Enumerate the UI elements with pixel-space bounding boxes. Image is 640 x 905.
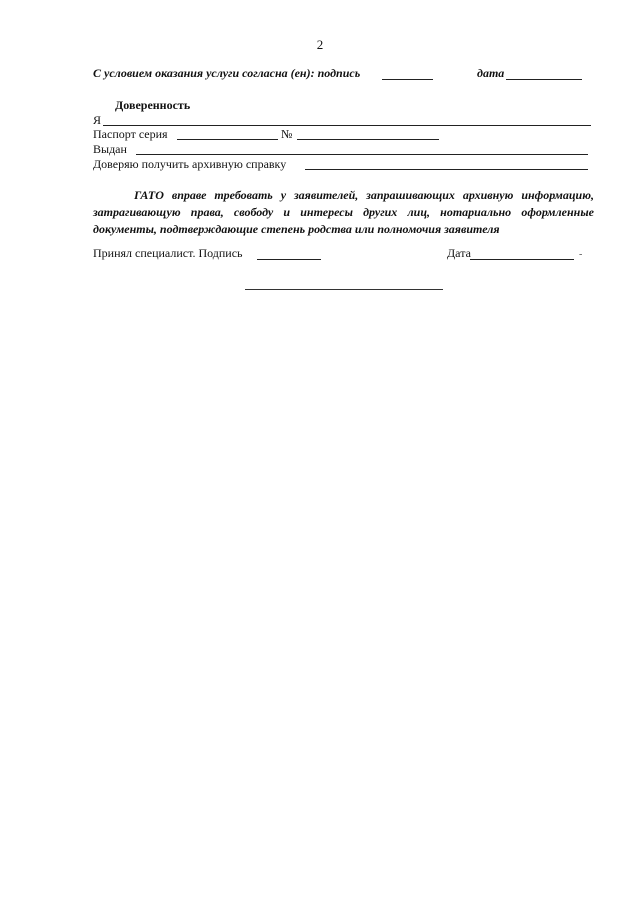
trailing-mark: - [579, 249, 583, 260]
consent-date-field[interactable] [506, 79, 582, 80]
accepted-row [93, 246, 593, 264]
entrust-label: Доверяю получить архивную справку [93, 157, 287, 171]
consent-row [93, 66, 593, 84]
entrust-row [93, 157, 593, 173]
power-of-attorney-heading: Доверенность [115, 98, 191, 112]
end-separator-rule [245, 289, 443, 290]
accepted-date-label: Дата [447, 246, 471, 260]
applicant-name-label: Я [93, 113, 102, 127]
consent-text: С условием оказания услуги согласна (ен): подпись [93, 66, 361, 80]
specialist-signature-field[interactable] [257, 259, 321, 260]
accepted-by-label: Принял специалист. Подпись [93, 246, 243, 260]
page-number: 2 [316, 37, 324, 52]
consent-signature-field[interactable] [382, 79, 433, 80]
entrust-field[interactable] [305, 169, 588, 170]
passport-row [93, 127, 593, 143]
archive-notice-paragraph: ГАТО вправе требовать у заявителей, запрашивающих архивную информацию, затрагивающую права, свободу и интересы других лиц, нотариально оформленные документы, подтверждающие степень родства или полномочия заявителя [93, 188, 594, 236]
issued-label: Выдан [93, 142, 127, 156]
passport-number-field[interactable] [297, 139, 439, 140]
consent-date-label: дата [477, 66, 505, 80]
passport-series-field[interactable] [177, 139, 278, 140]
issued-field[interactable] [136, 154, 588, 155]
passport-number-label: № [281, 127, 293, 141]
passport-series-label: Паспорт серия [93, 127, 168, 141]
issued-row [93, 142, 593, 158]
applicant-name-field[interactable] [103, 125, 591, 126]
accepted-date-field[interactable] [470, 259, 574, 260]
